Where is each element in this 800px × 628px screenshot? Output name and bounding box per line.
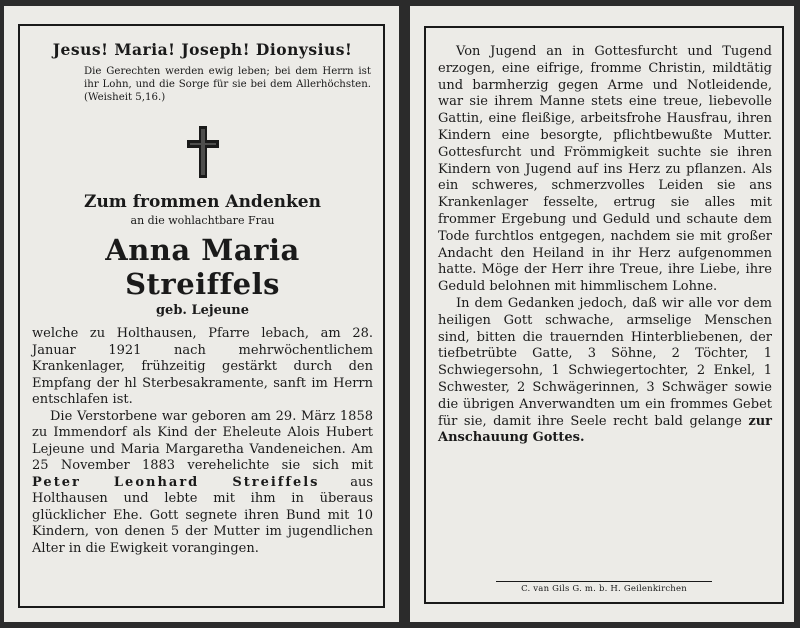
death-paragraph: welche zu Holthausen, Pfarre lebach, am 28. Januar 1921 nach mehrwöchentlichem Krankenlager, frühzeitig gestärkt durch den Empfang der hl Sterbesakramente, sanft im Herrn entschlafen ist. bbox=[32, 326, 373, 407]
deceased-name: Anna Maria Streiffels bbox=[105, 233, 300, 301]
memorial-subtitle: an die wohlachtbare Frau bbox=[130, 214, 275, 227]
biography-text-b: aus Holthausen und lebte mit ihm in überaus glücklicher Ehe. Gott segnete ihren Bund mit 10 Kindern, von denen 5 der Mutter im jugendlichen Alter in die Ewigkeit vorangingen. bbox=[32, 474, 373, 556]
cross-icon bbox=[32, 124, 373, 184]
spouse-name: Peter Leonhard Streiffels bbox=[32, 474, 320, 490]
biography-text-a: Die Verstorbene war geboren am 29. März 1858 zu Immendorf als Kind der Eheleute Alois Hubert Lejeune und Maria Margaretha Vandeneichen. Am 25 November 1883 verehelichte sie sich mit bbox=[32, 408, 373, 473]
biography-paragraph bbox=[32, 409, 373, 558]
right-page-border bbox=[424, 26, 784, 604]
virtues-paragraph: Von Jugend an in Gottesfurcht und Tugend erzogen, eine eifrige, fromme Christin, mildtätig und barmherzig gegen Arme und Notleidende, war sie ihrem Manne stets eine treue, liebevolle Gattin, eine fleißige, arbeitsfrohe Hausfrau, ihren Kindern eine besorgte, pflichtbewußte Mutter. Gottesfurcht und Frömmigkeit suchte sie ihren Kindern von Jugend auf ins Herz zu pflanzen. Als ein schweres, schmerzvolles Leiden sie ans Krankenlager fesselte, ertrug sie alles mit frommer Ergebung und Geduld und schaute dem Tode furchtlos entgegen, nachdem sie mit großer Andacht den Heiland in ihr Herz aufgenommen hatte. Möge der Herr ihre Treue, ihre Liebe, ihre Geduld belohnen mit himmlischem Lohne. bbox=[438, 44, 772, 295]
left-page bbox=[4, 6, 399, 622]
right-content bbox=[438, 44, 772, 447]
maiden-name: geb. Lejeune bbox=[155, 303, 250, 318]
right-body bbox=[438, 44, 772, 447]
left-page-border bbox=[18, 24, 385, 608]
printer-imprint: C. van Gils G. m. b. H. Geilenkirchen bbox=[521, 584, 687, 594]
holy-names-header: Jesus! Maria! Joseph! Dionysius! bbox=[52, 40, 353, 59]
right-page bbox=[410, 6, 794, 622]
left-body bbox=[32, 326, 373, 557]
scripture-verse: Die Gerechten werden ewig leben; bei dem Herrn ist ihr Lohn, und die Sorge für sie bei dem Allerhöchsten. (Weisheit 5,16.) bbox=[84, 66, 371, 103]
prayer-request-paragraph bbox=[438, 296, 772, 447]
memorial-title: Zum frommen Andenken bbox=[84, 192, 321, 212]
prayer-request-text: In dem Gedanken jedoch, daß wir alle vor dem heiligen Gott schwache, armselige Menschen sind, bitten die trauernden Hinterbliebenen, der tiefbetrübte Gatte, 3 Söhne, 2 Töchter, 1 Schwiegersohn, 1 Schwiegertochter, 2 Enkel, 1 Schwester, 2 Schwägerinnen, 3 Schwäger sowie die übrigen Anverwandten um ein frommes Gebet für sie, damit ihre Seele recht bald gelange bbox=[438, 295, 772, 429]
closing-phrase: zur Anschauung Gottes. bbox=[438, 413, 772, 446]
printer-divider bbox=[496, 581, 712, 582]
left-content bbox=[32, 26, 373, 557]
